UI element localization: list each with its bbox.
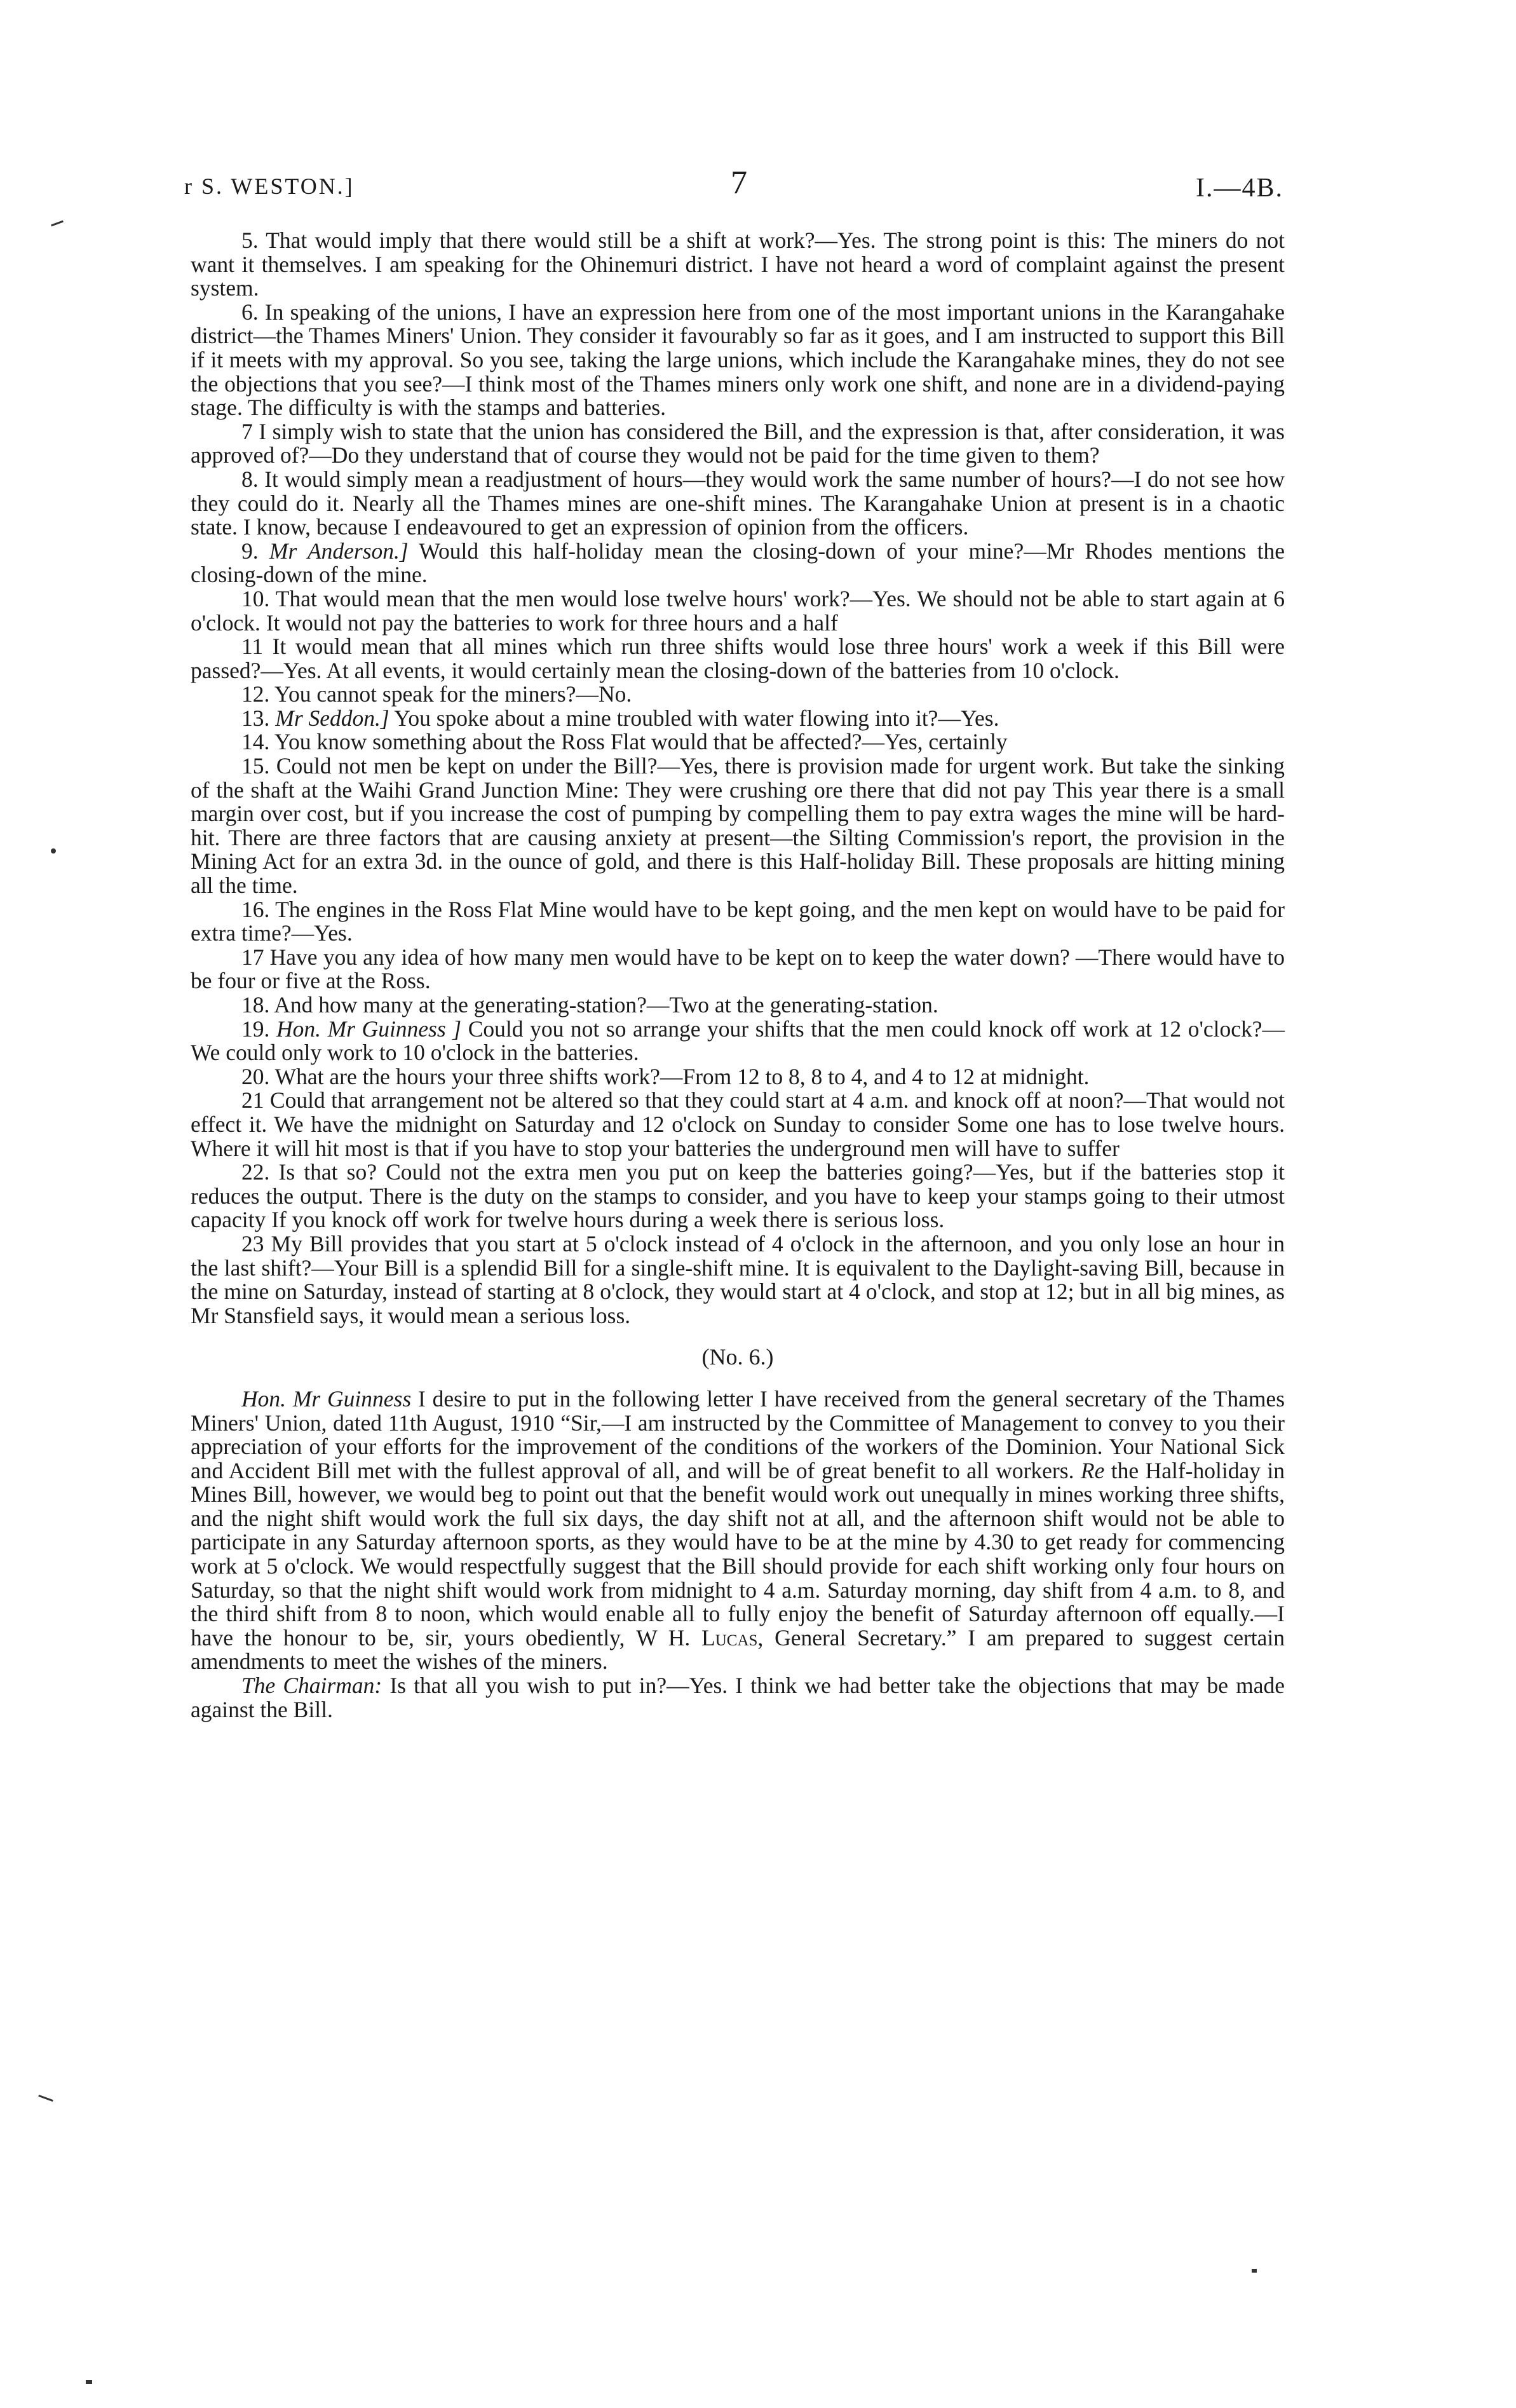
letter-paragraph <box>191 1387 1285 1674</box>
paragraph-13 <box>191 707 1285 731</box>
paragraph-12: 12. You cannot speak for the miners?—No. <box>241 681 632 707</box>
question-number: 19. <box>241 1016 270 1042</box>
letter-signature: W H. Lucas, <box>636 1624 764 1650</box>
header-paper-ref: I.—4B. <box>1196 173 1283 203</box>
scan-mark <box>51 848 56 854</box>
paragraph-21: 21 Could that arrangement not be altered so that they could start at 4 a.m. and knock off at noon?—That would not effect it. We have the midnight on Saturday and 12 o'clock on Sunday to consider Some one has to lose twelve hours. Where it will hit most is that if you have to stop your batteries the underground men will have to suffer <box>191 1087 1285 1161</box>
speaker-name: Hon. Mr Guinness <box>241 1385 412 1411</box>
paragraph-19 <box>191 1017 1285 1065</box>
letter-text-3: General Secretary.” I am prepared to suggest certain amendments to meet the wishes of the miners. <box>191 1624 1285 1675</box>
question-number: 13. <box>241 705 270 731</box>
speaker-name: Mr Seddon.] <box>275 705 389 731</box>
closing-paragraph <box>191 1674 1285 1722</box>
paragraph-18: 18. And how many at the generating-station?—Two at the generating-station. <box>241 992 938 1017</box>
paragraph-17: 17 Have you any idea of how many men would have to be kept on to keep the water down? —There would have to be four or five at the Ross. <box>191 944 1285 994</box>
paragraph-6: 6. In speaking of the unions, I have an expression here from one of the most important unions in the Karangahake district—the Thames Miners' Union. They consider it favourably so far as it goes, and I am instructed to support this Bill if it meets with my approval. So you see, taking the large unions, which include the Karangahake mines, they do not see the objections that you see?—I think most of the Thames miners only work one shift, and none are in a dividend-paying stage. The difficulty is with the stamps and batteries. <box>191 299 1285 421</box>
paragraph-14: 14. You know something about the Ross Flat would that be affected?—Yes, certainly <box>241 729 1008 755</box>
paragraph-23: 23 My Bill provides that you start at 5 o'clock instead of 4 o'clock in the afternoon, and you only lose an hour in the last shift?—Your Bill is a splendid Bill for a single-shift mine. It is equivalent to the Daylight-saving Bill, because in the mine on Saturday, instead of starting at 8 o'clock, they would start at 4 o'clock, and stop at 12; but in all big mines, as Mr Stansfield says, it would mean a serious loss. <box>191 1230 1285 1328</box>
scan-mark <box>86 2380 92 2384</box>
letter-text-1: I desire to put in the following letter I have received from the general secretary of the Thames Miners' Union, dated 11th August, 1910 “Sir,—I am instructed by the Committee of Management to convey to you their appreciation of your efforts for the improvement of the conditions of the workers of the Dominion. Your National Sick and Accident Bill met with the fullest approval of all, and will be of great benefit to all workers. <box>191 1385 1285 1483</box>
paragraph-20: 20. What are the hours your three shifts work?—From 12 to 8, 8 to 4, and 4 to 12 at midnight. <box>241 1063 1090 1089</box>
page-header <box>184 165 1283 211</box>
page-number: 7 <box>731 165 747 201</box>
scan-mark <box>1252 2269 1257 2273</box>
paragraph-22: 22. Is that so? Could not the extra men you put on keep the batteries going?—Yes, but if the batteries stop it reduces the output. There is the duty on the stamps to consider, and you have to keep your stamps going to their utmost capacity If you knock off work for twelve hours during a week there is serious loss. <box>191 1159 1285 1233</box>
header-witness: r S. WESTON.] <box>184 173 355 199</box>
paragraph-9 <box>191 540 1285 587</box>
speaker-name: Hon. Mr Guinness ] <box>276 1016 462 1042</box>
paragraph-16: 16. The engines in the Ross Flat Mine would have to be kept going, and the men kept on would have to be paid for extra time?—Yes. <box>191 896 1285 946</box>
paragraph-8: 8. It would simply mean a readjustment of hours—they would work the same number of hours?—I do not see how they could do it. Nearly all the Thames mines are one-shift mines. The Karangahake Union at present is in a chaotic state. I know, because I endeavoured to get an expression of opinion from the officers. <box>191 466 1285 540</box>
speaker-name: The Chairman: <box>241 1673 382 1699</box>
section-heading: (No. 6.) <box>701 1344 774 1370</box>
question-text: You spoke about a mine troubled with water flowing into it?—Yes. <box>394 705 999 731</box>
question-text: Would this half-holiday mean the closing-down of your mine?—Mr Rhodes mentions the closing-down of the mine. <box>191 538 1285 588</box>
speaker-name: Mr Anderson.] <box>269 538 409 564</box>
question-number: 9. <box>241 538 259 564</box>
paragraph-10: 10. That would mean that the men would lose twelve hours' work?—Yes. We should not be able to start again at 6 o'clock. It would not pay the batteries to work for three hours and a half <box>191 585 1285 636</box>
paragraph-7: 7 I simply wish to state that the union has considered the Bill, and the expression is that, after consideration, it was approved of?—Do they understand that of course they would not be paid for the time given to them? <box>191 418 1285 468</box>
paragraph-5: 5. That would imply that there would still be a shift at work?—Yes. The strong point is this: The miners do not want it themselves. I am speaking for the Ohinemuri district. I have not heard a word of complaint against the present system. <box>191 228 1285 301</box>
letter-text-2: the Half-holiday in Mines Bill, however, we would beg to point out that the benefit would work out unequally in mines working three shifts, and the night shift would work the full six days, the day shift not at all, and the afternoon shift would not be able to participate in any Saturday afternoon sports, as they would have to be at the mine by 4.30 to get ready for commencing work at 5 o'clock. We would respectfully suggest that the Bill should provide for each shift working only four hours on Saturday, so that the night shift would work from midnight to 4 a.m. Saturday morning, day shift from 4 a.m. to 8, and the third shift from 8 to noon, which would enable all to fully enjoy the benefit of Saturday afternoon off equally.—I have the honour to be, sir, yours obediently, <box>191 1457 1285 1650</box>
question-text: Could you not so arrange your shifts that the men could knock off work at 12 o'clock?—We could only work to 10 o'clock in the batteries. <box>191 1016 1285 1066</box>
closing-text: Is that all you wish to put in?—Yes. I think we had better take the objections that may be made against the Bill. <box>191 1673 1285 1722</box>
letter-re: Re <box>1080 1457 1105 1483</box>
paragraph-15: 15. Could not men be kept on under the Bill?—Yes, there is provision made for urgent work. But take the sinking of the shaft at the Waihi Grand Junction Mine: They were crushing ore there that did not pay This year there is a small margin over cost, but if you increase the cost of pumping by compelling them to pay extra wages the mine will be hard-hit. There are three factors that are causing anxiety at present—the Silting Commission's report, the provision in the Mining Act for an extra 3d. in the ounce of gold, and there is this Half-holiday Bill. These proposals are hitting mining all the time. <box>191 753 1285 899</box>
paragraph-11: 11 It would mean that all mines which run three shifts would lose three hours' work a week if this Bill were passed?—Yes. At all events, it would certainly mean the closing-down of the batteries from 10 o'clock. <box>191 634 1285 683</box>
page-body <box>191 229 1285 1722</box>
scan-mark <box>51 221 64 227</box>
scan-mark <box>38 2095 53 2102</box>
